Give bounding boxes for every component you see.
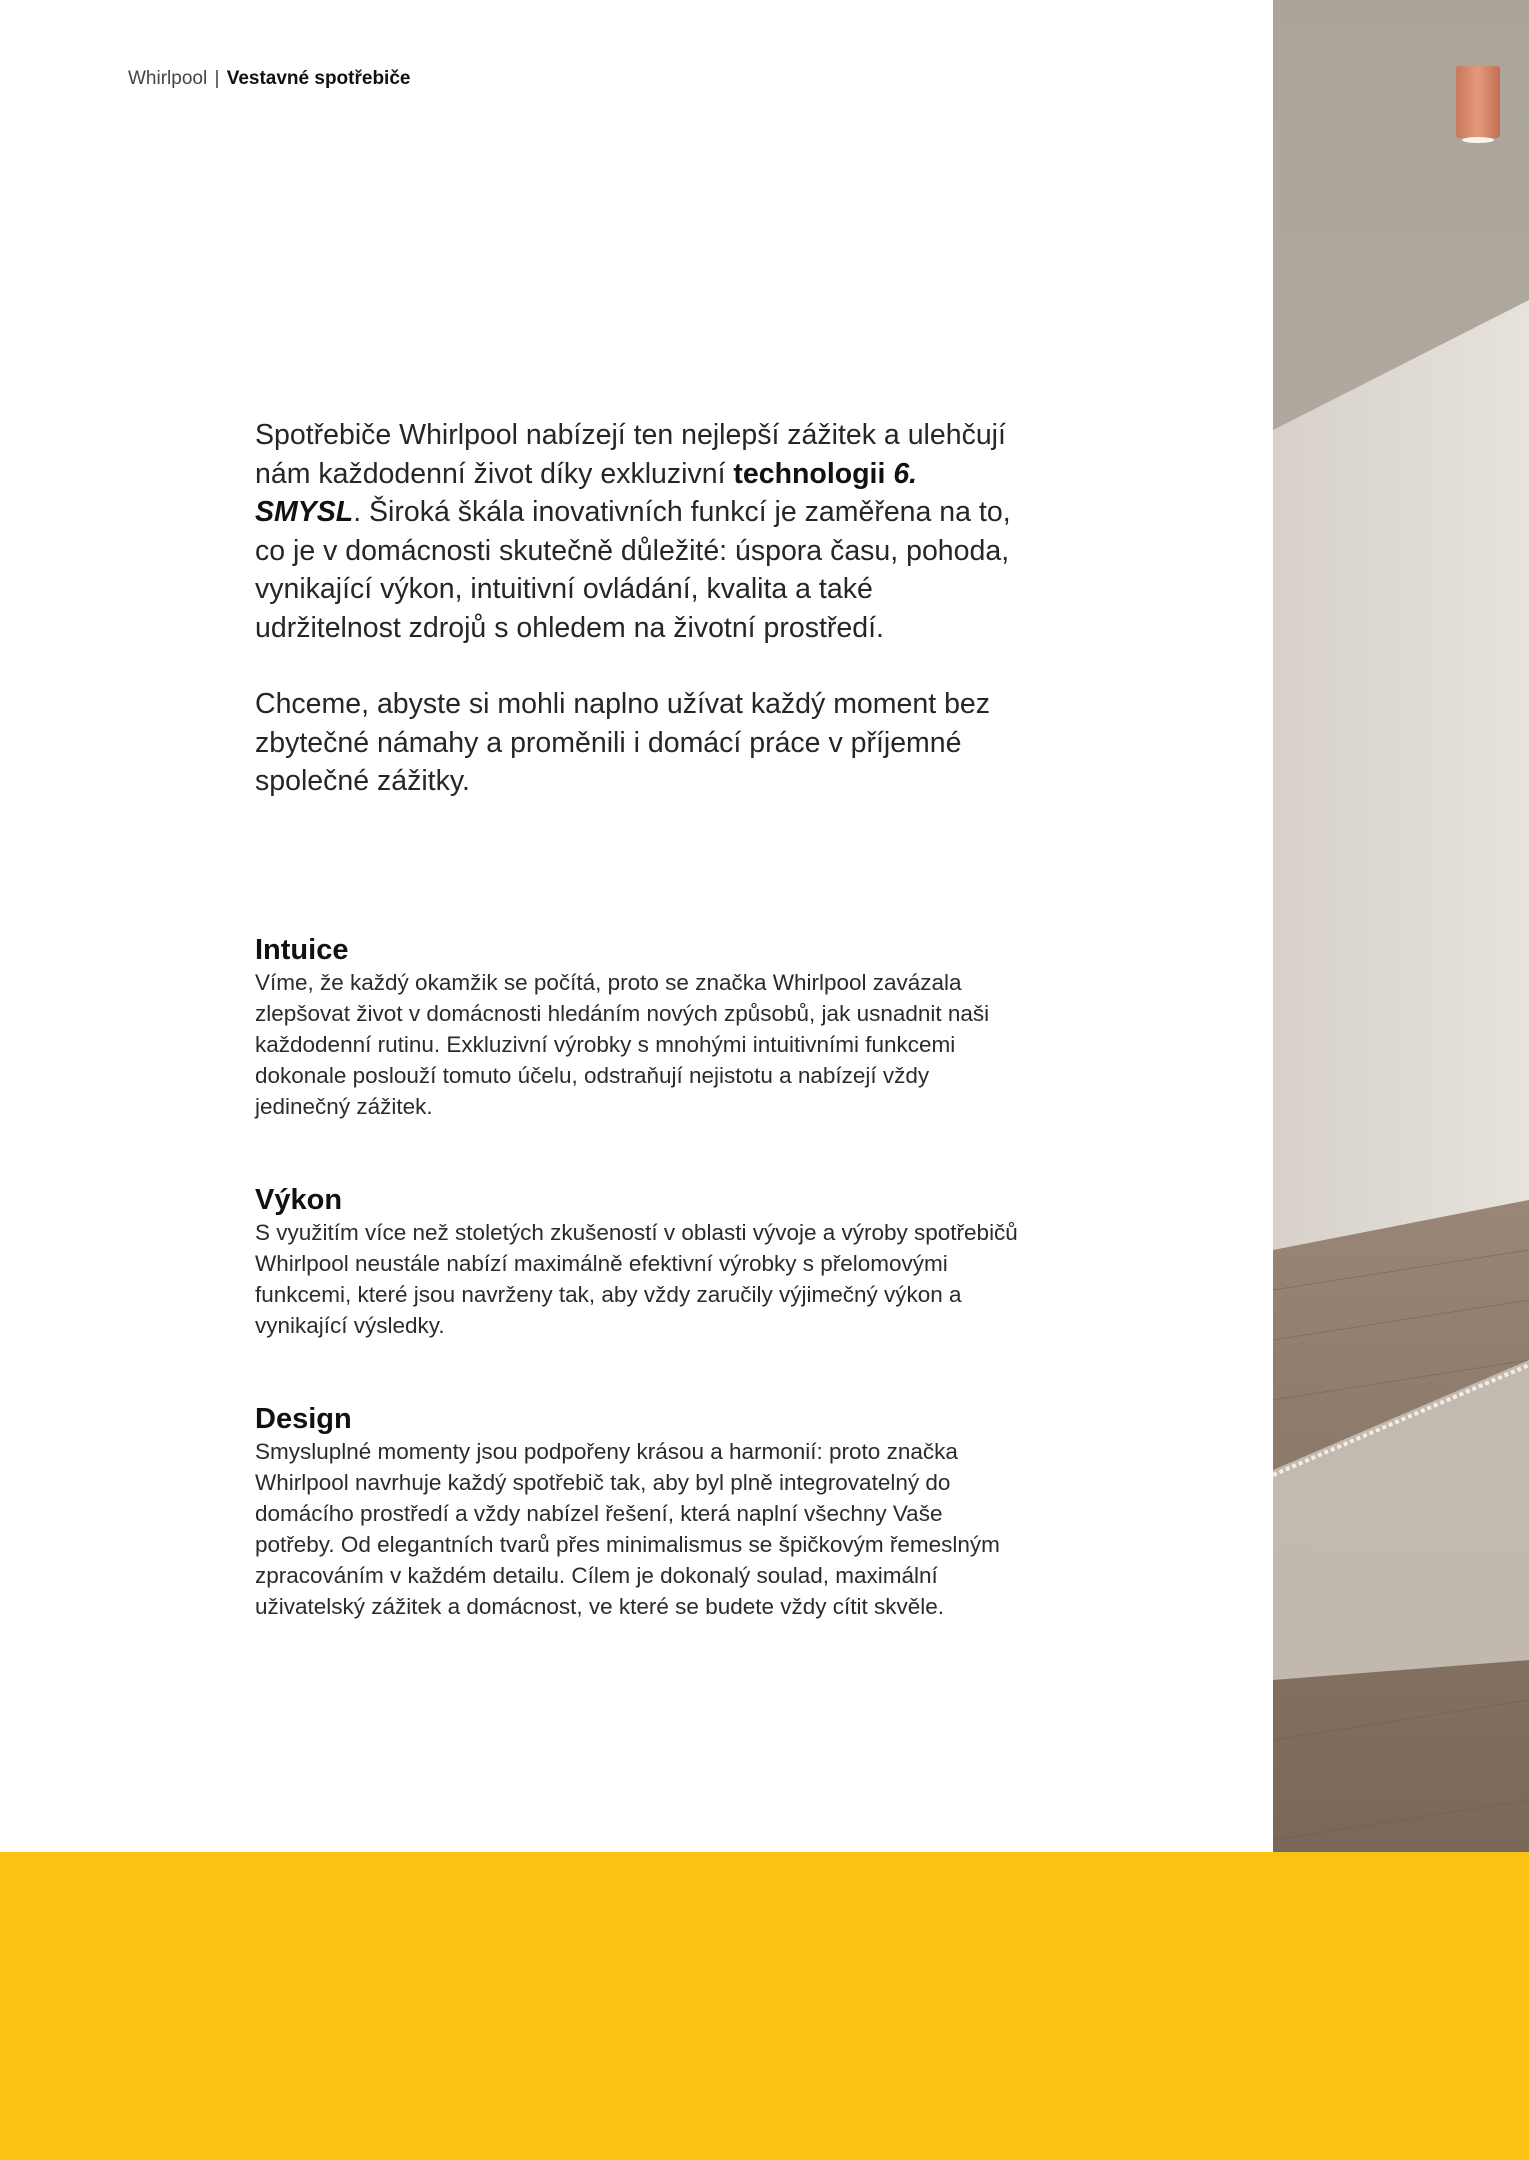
section-text: S využitím více než stoletých zkušeností v oblasti vývoje a výroby spotřebičů Whirlpool neustále nabízí maximálně efektivní výrobky s přelomovými funkcemi, které jsou navrženy tak, aby vždy zaručily výjimečný výkon a vynikající výsledky. [255, 1220, 1018, 1338]
section-intuice [255, 933, 1025, 1122]
section-text: Smysluplné momenty jsou podpořeny krásou a harmonií: proto značka Whirlpool navrhuje každý spotřebič tak, aby byl plně integrovatelný do domácího prostředí a vždy nabízel řešení, která naplní všechny Vaše potřeby. Od elegantních tvarů přes minimalismus se špičkovým řemeslným zpracováním v každém detailu. Cílem je dokonalý soulad, maximální uživatelský zážitek a domácnost, ve které se budete vždy cítit skvěle. [255, 1439, 1000, 1619]
header-brand: Whirlpool [128, 68, 208, 89]
wall [1273, 300, 1529, 1250]
intro-paragraph-2: Chceme, abyste si mohli naplno užívat každý moment bez zbytečné námahy a proměnili i domácí práce v příjemné společné zážitky. [255, 688, 991, 797]
yellow-accent-band [0, 1852, 1529, 2160]
interior-photo-illustration [1273, 0, 1529, 1852]
header-separator: | [214, 68, 220, 89]
lamp-light [1462, 137, 1494, 143]
interior-photo [1273, 0, 1529, 1852]
section-text: Víme, že každý okamžik se počítá, proto se značka Whirlpool zavázala zlepšovat život v domácnosti hledáním nových způsobů, jak usnadnit naši každodenní rutinu. Exkluzivní výrobky s mnohými intuitivními funkcemi dokonale poslouží tomuto účelu, odstraňují nejistotu a nabízejí vždy jedinečný zážitek. [255, 970, 990, 1119]
section-title: Intuice [255, 934, 349, 966]
ceiling-lamp [1456, 66, 1500, 138]
header-section: Vestavné spotřebiče [226, 68, 411, 89]
intro-p1-end: . Široká škála inovativních funkcí je zaměřena na to, co je v domácnosti skutečně důležité: úspora času, pohoda, vynikající výkon, intuitivní ovládání, kvalita a také udržitelnost zdrojů s ohledem na životní prostředí. [255, 496, 1011, 644]
section-design [255, 1402, 1025, 1622]
intro-p1-start: Spotřebiče Whirlpool nabízejí ten nejlepší zážitek a ulehčují nám každodenní život díky exkluzivní [255, 419, 1006, 490]
intro-text [255, 416, 1025, 801]
section-title: Design [255, 1403, 352, 1435]
intro-paragraph-1 [255, 416, 1025, 647]
section-title: Výkon [255, 1184, 343, 1216]
section-vykon [255, 1183, 1025, 1341]
page-header [128, 68, 410, 90]
intro-p1-technology: technologii [733, 457, 894, 490]
intro-p1-6smysl: 6. SMYSL [255, 457, 918, 528]
